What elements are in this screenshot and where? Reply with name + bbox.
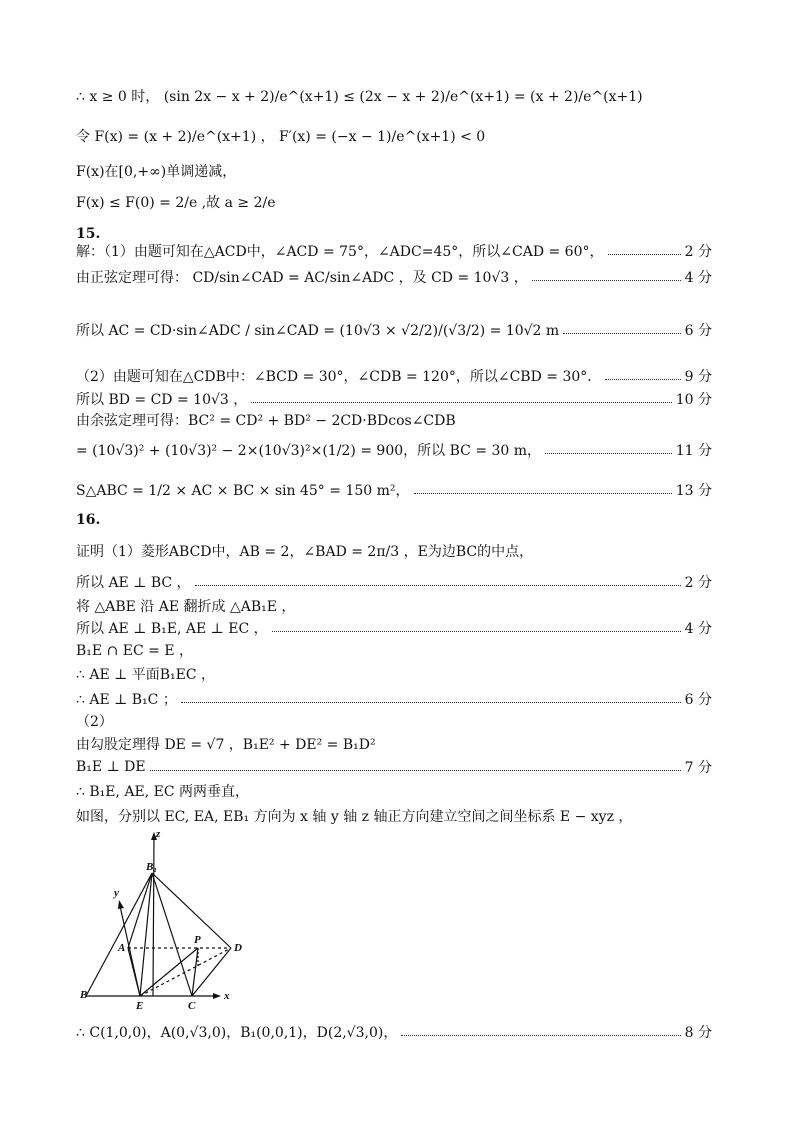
dot-leader <box>401 1035 680 1036</box>
label-z: z <box>156 828 161 840</box>
dot-leader <box>414 493 672 494</box>
line-4: F(x) ≤ F(0) = 2/e ,故 a ≥ 2/e <box>76 195 276 211</box>
score: 7 分 <box>684 760 712 776</box>
dot-leader <box>532 280 681 281</box>
geometry-figure <box>76 826 316 1012</box>
score: 11 分 <box>675 443 712 459</box>
label-x: x <box>224 990 230 1002</box>
line-3: F(x)在[0,+∞)单调递减， <box>76 164 237 180</box>
question-15-heading: 15. <box>76 226 101 242</box>
score: 10 分 <box>675 392 712 408</box>
line-12: = (10√3)² + (10√3)² − 2×(10√3)²×(1/2) = 900，所以 BC = 30 m， 11 分 <box>76 440 712 460</box>
line-21: ∴ AE ⊥ B₁C ； 6 分 <box>76 689 712 709</box>
label-B1: B₁ <box>146 861 158 873</box>
score: 6 分 <box>684 692 712 708</box>
label-A: A <box>118 942 126 954</box>
line-7: 由正弦定理可得： CD/sin∠CAD = AC/sin∠ADC ，及 CD = 10√3 ， 4 分 <box>76 267 712 287</box>
label-D: D <box>234 942 242 954</box>
line-19: B₁E ∩ EC = E ， <box>76 643 193 659</box>
question-16-heading: 16. <box>76 512 101 528</box>
dot-leader <box>251 402 671 403</box>
score: 13 分 <box>675 483 712 499</box>
score: 4 分 <box>684 270 712 286</box>
score: 2 分 <box>684 575 712 591</box>
score: 4 分 <box>684 621 712 637</box>
dot-leader <box>150 770 681 771</box>
line-2: 令 F(x) = (x + 2)/e^(x+1) ， F′(x) = (−x − 1)/e^(x+1) < 0 <box>76 129 486 145</box>
label-C: C <box>188 1000 196 1012</box>
score: 8 分 <box>684 1025 712 1041</box>
label-P: P <box>194 934 201 946</box>
dot-leader <box>545 453 672 454</box>
line-17: 将 △ABE 沿 AE 翻折成 △AB₁E ， <box>76 599 296 615</box>
line-25: ∴ B₁E, AE, EC 两两垂直， <box>76 784 249 800</box>
line-26: 如图，分别以 EC, EA, EB₁ 方向为 x 轴 y 轴 z 轴正方向建立空间之间坐标系 E − xyz ， <box>76 809 633 825</box>
line-13: S△ABC = 1/2 × AC × BC × sin 45° = 150 m²， 13 分 <box>76 480 712 500</box>
line-10: 所以 BD = CD = 10√3 ， 10 分 <box>76 389 712 409</box>
label-E: E <box>136 1000 144 1012</box>
line-9: （2）由题可知在△CDB中：∠BCD = 30°，∠CDB = 120°，所以∠CBD = 30°． 9 分 <box>76 366 712 386</box>
y-axis-arrow <box>118 900 124 909</box>
dot-leader <box>181 702 681 703</box>
score: 9 分 <box>684 369 712 385</box>
score: 2 分 <box>684 244 712 260</box>
z-axis <box>153 836 154 996</box>
x-axis-arrow <box>213 993 221 999</box>
label-B: B <box>80 989 88 1001</box>
line-11: 由余弦定理可得：BC² = CD² + BD² − 2CD·BDcos∠CDB <box>76 413 456 429</box>
line-18: 所以 AE ⊥ B₁E, AE ⊥ EC ， 4 分 <box>76 618 712 638</box>
line-23: 由勾股定理得 DE = √7 ，B₁E² + DE² = B₁D² <box>76 737 376 753</box>
edge-C-D <box>192 948 231 996</box>
line-6: 解：（1）由题可知在△ACD中，∠ACD = 75°，∠ADC=45°，所以∠CAD = 60°， 2 分 <box>76 241 712 261</box>
line-20: ∴ AE ⊥ 平面B₁EC ， <box>76 667 216 683</box>
dot-leader <box>272 631 681 632</box>
line-16: 所以 AE ⊥ BC ， 2 分 <box>76 572 712 592</box>
line-24: B₁E ⊥ DE 7 分 <box>76 759 712 776</box>
line-1: ∴ x ≥ 0 时， (sin 2x − x + 2)/e^(x+1) ≤ (2x − x + 2)/e^(x+1) = (x + 2)/e^(x+1) <box>76 89 643 105</box>
score: 6 分 <box>684 323 712 339</box>
label-y: y <box>114 887 119 899</box>
space-figure-svg <box>76 826 316 1012</box>
dot-leader <box>605 379 680 380</box>
line-8: 所以 AC = CD·sin∠ADC / sin∠CAD = (10√3 × √2/2)/(√3/2) = 10√2 m 6 分 <box>76 320 712 340</box>
line-15: 证明（1）菱形ABCD中，AB = 2，∠BAD = 2π/3 ，E为边BC的中点， <box>76 544 534 560</box>
line-27: ∴ C(1,0,0)，A(0,√3,0)，B₁(0,0,1)，D(2,√3,0)， 8 分 <box>76 1022 712 1042</box>
dot-leader <box>608 254 681 255</box>
line-22: （2） <box>76 714 113 730</box>
edge-A-E <box>128 948 140 996</box>
dot-leader <box>195 585 681 586</box>
dot-leader <box>563 333 680 334</box>
